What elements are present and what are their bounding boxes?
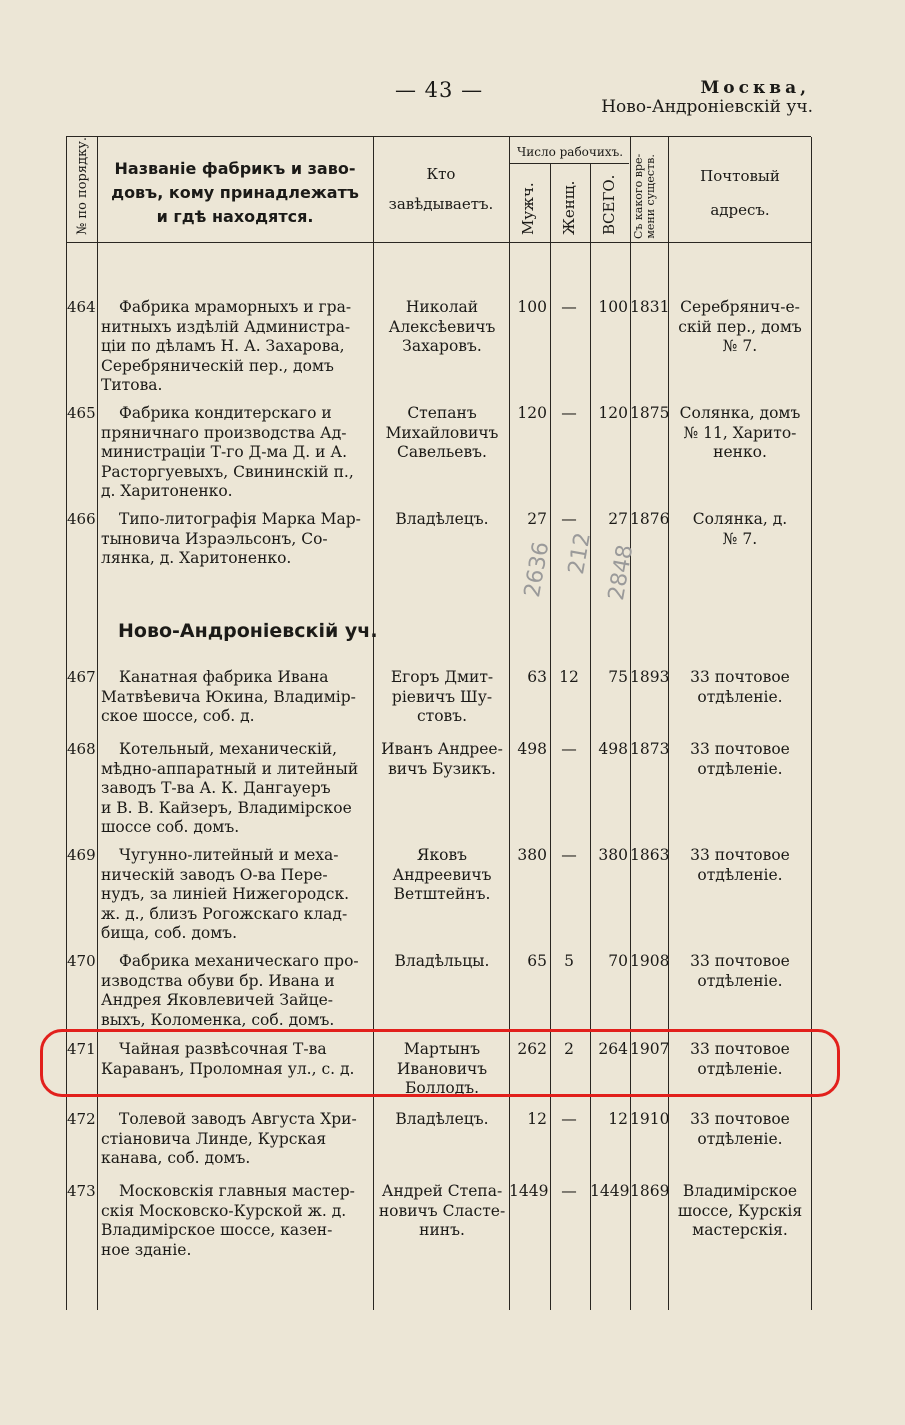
row-since: 1863 [630, 846, 670, 864]
section-title: Ново-Андроніевскій уч. [118, 620, 378, 642]
row-total: 12 [608, 1110, 628, 1128]
col-header-address: Почтовый адресъ. [700, 167, 780, 219]
row-number: 473 [67, 1182, 96, 1200]
row-manager: Андрей Степа- новичъ Сласте- нинъ. [378, 1182, 506, 1239]
row-total: 75 [608, 668, 628, 686]
row-since: 1893 [630, 668, 670, 686]
row-since: 1910 [630, 1110, 670, 1128]
row-men: 12 [527, 1110, 547, 1128]
row-name: Фабрика кондитерскаго и пряничнаго производства Ад- министраціи Т-го Д-ма Д. и А. Расторгуевыхъ, Свининскій п., д. Харитоненко. [101, 404, 354, 500]
row-total: 380 [598, 846, 628, 864]
row-men: 120 [517, 404, 547, 422]
row-address: Владимірское шоссе, Курскія мастерскія. [677, 1182, 803, 1239]
row-women: — [561, 298, 577, 316]
row-address: 33 почтовое отдѣленіе. [690, 1110, 790, 1148]
row-address: 33 почтовое отдѣленіе. [690, 952, 790, 990]
row-total: 100 [598, 298, 628, 316]
row-address: Солянка, д. № 7. [692, 510, 788, 548]
row-name: Толевой заводъ Августа Хри- стіановича Линде, Курская канава, соб. домъ. [101, 1110, 357, 1167]
row-men: 100 [517, 298, 547, 316]
row-total: 264 [598, 1040, 628, 1058]
row-total: 120 [598, 404, 628, 422]
row-address: Серебрянич-е- скій пер., домъ № 7. [678, 298, 802, 355]
row-since: 1875 [630, 404, 670, 422]
row-men: 262 [517, 1040, 547, 1058]
row-name: Московскія главныя мастер- скія Московско-Курской ж. д. Владимірское шоссе, казен- ное зданіе. [101, 1182, 355, 1259]
row-manager: Николай Алексѣевичъ Захаровъ. [388, 298, 496, 355]
row-men: 380 [517, 846, 547, 864]
col-header-name: Названіе фабрикъ и заво- довъ, кому принадлежатъ и гдѣ находятся. [111, 159, 359, 226]
row-manager: Степанъ Михайловичъ Савельевъ. [385, 404, 499, 461]
col-header-since: Съ какого вре- мени существ. [632, 153, 657, 239]
row-manager: Владѣлецъ. [395, 510, 489, 528]
row-name: Чугунно-литейный и меха- ническій заводъ О-ва Пере- нудъ, за линіей Нижегородск. ж. д., близъ Рогожскаго клад- бища, соб. домъ. [101, 846, 350, 942]
row-manager: Иванъ Андрее- вичъ Бузикъ. [381, 740, 503, 778]
row-total: 1449 [590, 1182, 630, 1200]
row-name: Канатная фабрика Ивана Матвѣевича Юкина, Владимір- ское шоссе, соб. д. [101, 668, 356, 725]
row-since: 1876 [630, 510, 670, 528]
row-address: 33 почтовое отдѣленіе. [690, 668, 790, 706]
row-number: 468 [67, 740, 96, 758]
row-men: 498 [517, 740, 547, 758]
pencil-note: 2636 [520, 539, 555, 600]
row-since: 1869 [630, 1182, 670, 1200]
row-women: — [561, 404, 577, 422]
row-women: — [561, 1110, 577, 1128]
row-since: 1873 [630, 740, 670, 758]
col-header-women: Женщ. [560, 180, 578, 235]
row-since: 1831 [630, 298, 670, 316]
row-men: 27 [527, 510, 547, 528]
row-since: 1908 [630, 952, 670, 970]
row-number: 472 [67, 1110, 96, 1128]
row-address: 33 почтовое отдѣленіе. [690, 1040, 790, 1078]
row-total: 498 [598, 740, 628, 758]
row-manager: Егоръ Дмит- ріевичъ Шу- стовъ. [390, 668, 494, 725]
row-address: 33 почтовое отдѣленіе. [690, 846, 790, 884]
row-men: 65 [527, 952, 547, 970]
row-name: Чайная развѣсочная Т-ва Караванъ, Проломная ул., с. д. [101, 1040, 355, 1078]
row-total: 70 [608, 952, 628, 970]
row-number: 471 [67, 1040, 96, 1058]
col-header-total: ВСЕГО. [600, 174, 618, 235]
row-men: 1449 [509, 1182, 549, 1200]
row-women: 12 [559, 668, 579, 686]
row-address: 33 почтовое отдѣленіе. [690, 740, 790, 778]
row-since: 1907 [630, 1040, 670, 1058]
row-women: — [561, 846, 577, 864]
row-women: — [561, 740, 577, 758]
row-manager: Владѣльцы. [394, 952, 490, 970]
row-manager: Мартынъ Ивановичъ Боллодъ. [396, 1040, 488, 1097]
row-name: Типо-литографія Марка Мар- тыновича Израэльсонъ, Со- лянка, д. Харитоненко. [101, 510, 361, 567]
col-header-workers: Число рабочихъ. [516, 145, 624, 159]
row-name: Котельный, механическій, мѣдно-аппаратный и литейный заводъ Т-ва А. К. Дангауеръ и В. В. Кайзеръ, Владимірское шоссе соб. домъ. [101, 740, 359, 836]
row-number: 465 [67, 404, 96, 422]
row-women: 2 [564, 1040, 574, 1058]
header-district: Ново-Андроніевскій уч. [601, 97, 813, 117]
row-manager: Яковъ Андреевичъ Ветштейнъ. [392, 846, 492, 903]
row-women: — [561, 510, 577, 528]
row-name: Фабрика мраморныхъ и гра- нитныхъ издѣлій Администра- ціи по дѣламъ Н. А. Захарова, Серебряническій пер., домъ Титова. [101, 298, 352, 394]
row-men: 63 [527, 668, 547, 686]
row-number: 469 [67, 846, 96, 864]
row-number: 466 [67, 510, 96, 528]
highlight-annotation [40, 1029, 840, 1097]
pencil-note: 212 [564, 530, 596, 577]
row-number: 470 [67, 952, 96, 970]
header-city: Москва, [700, 78, 810, 98]
row-manager: Владѣлецъ. [395, 1110, 489, 1128]
row-number: 467 [67, 668, 96, 686]
row-name: Фабрика механическаго про- изводства обуви бр. Ивана и Андрея Яковлевичей Зайце- выхъ, Коломенка, соб. домъ. [101, 952, 359, 1029]
row-women: — [561, 1182, 577, 1200]
col-header-no: № по порядку. [75, 137, 90, 235]
col-header-manager: Кто завѣдываетъ. [388, 165, 494, 213]
page-number: — 43 — [395, 78, 484, 102]
row-women: 5 [564, 952, 574, 970]
row-total: 27 [608, 510, 628, 528]
pencil-note: 2848 [604, 542, 639, 603]
col-header-men: Мужч. [519, 182, 537, 235]
row-number: 464 [67, 298, 96, 316]
row-address: Солянка, домъ № 11, Харито- ненко. [679, 404, 801, 461]
